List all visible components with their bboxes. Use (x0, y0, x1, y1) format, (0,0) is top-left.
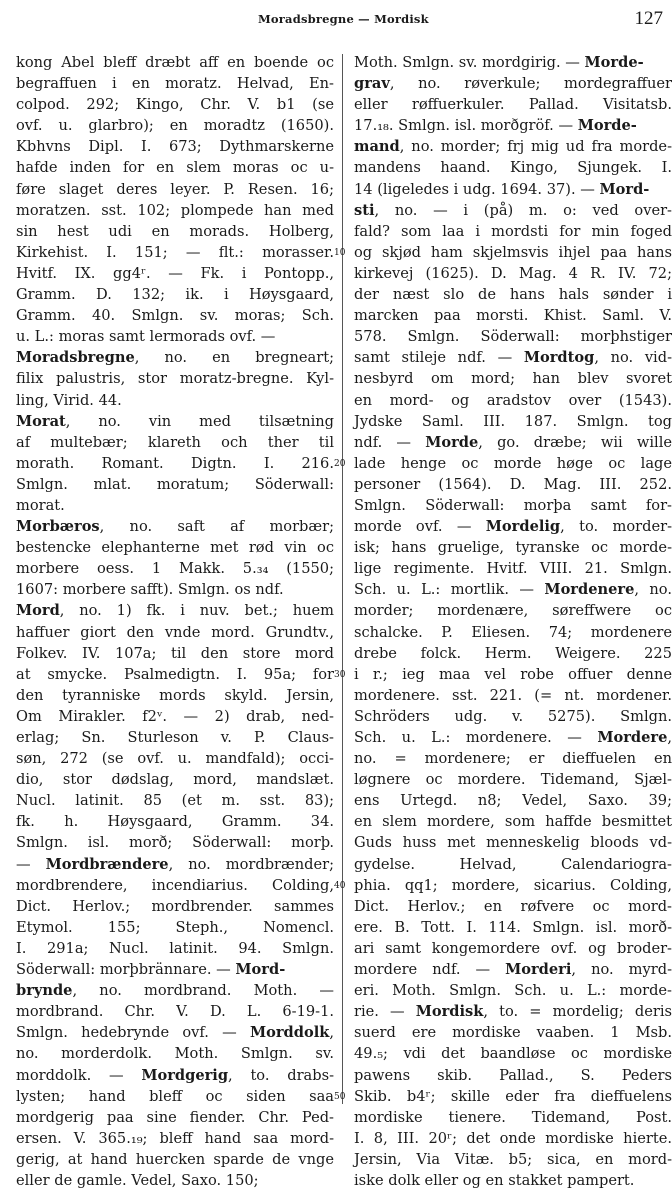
text-line: Morat, no. vin med tilsætning (16, 412, 334, 430)
text-line: at smycke. Psalmedigtn. I. 95a; for (16, 665, 334, 683)
text-line: Moth. Smlgn. sv. mordgirig. — Morde- (354, 54, 644, 71)
text-line: en slem mordere, som haffde besmittet (354, 813, 672, 831)
text-line: Guds huss met menneskelig bloods vd- (354, 834, 672, 852)
text-line: Dict. Herlov.; mordbrender. sammes (16, 897, 334, 915)
text-line: mordbrand. Chr. V. D. L. 6-19-1. (16, 1003, 334, 1021)
text-line: grav, no. røverkule; mordegraffuer (354, 75, 672, 93)
text-line: mandens haand. Kingo, Sjungek. I. (354, 159, 672, 177)
margin-line-number: 50 (334, 1091, 346, 1102)
text-line: Moradsbregne, no. en bregneart; (16, 349, 334, 367)
margin-line-number: 20 (334, 458, 346, 469)
text-line: gerig, at hand huercken sparde de vnge (16, 1150, 334, 1168)
text-line: Smlgn. hedebrynde ovf. — Morddolk, (16, 1024, 334, 1042)
text-line: mand, no. morder; frj mig ud fra morde- (354, 138, 672, 156)
right-column (354, 52, 672, 1191)
text-line: suerd ere mordiske vaaben. 1 Msb. (354, 1024, 672, 1042)
text-line: ersen. V. 365.₁₉; bleff hand saa mord- (16, 1129, 334, 1147)
text-line: en mord- og aradstov over (1543). (354, 391, 672, 409)
text-line: mordiske tienere. Tidemand, Post. (354, 1108, 672, 1126)
text-line: ens Urtegd. n8; Vedel, Saxo. 39; (354, 792, 672, 810)
text-line: sti, no. — i (på) m. o: ved over- (354, 201, 672, 219)
text-line: hafde inden for en slem moras oc u- (16, 159, 334, 177)
text-line: rie. — Mordisk, to. = mordelig; deris (354, 1003, 672, 1021)
text-line: af multebær; klareth och ther til (16, 433, 334, 451)
text-line: Söderwall: morþbrännare. — Mord- (16, 961, 286, 979)
page-header (0, 8, 671, 38)
text-line: 1607: morbere safft). Smlgn. os ndf. (16, 581, 284, 599)
text-line: bestencke elephanterne met rød vin oc (16, 539, 334, 557)
text-line: Gramm. 40. Smlgn. sv. moras; Sch. (16, 307, 334, 325)
text-line: colpod. 292; Kingo, Chr. V. b1 (se (16, 96, 334, 114)
text-line: i r.; ieg maa vel robe offuer denne (354, 665, 672, 683)
text-line: personer (1564). D. Mag. III. 252. (354, 475, 672, 493)
text-line: Hvitf. IX. gg4ʳ. — Fk. i Pontopp., (16, 264, 334, 282)
text-line: Smlgn. mlat. moratum; Söderwall: (16, 475, 334, 493)
text-line: eller de gamle. Vedel, Saxo. 150; (16, 1171, 259, 1189)
text-line: den tyranniske mords skyld. Jersin, (16, 686, 334, 704)
text-line: kong Abel bleff dræbt aff en boende oc (16, 54, 334, 71)
column-divider (342, 54, 343, 1104)
text-line: phia. qq1; mordere, sicarius. Colding, (354, 876, 672, 894)
text-line: Dict. Herlov.; en røfvere oc mord- (354, 897, 672, 915)
text-line: ovf. u. glarbro); en moradtz (1650). (16, 117, 334, 135)
text-line: Skib. b4ʳ; skille eder fra dieffuelens (354, 1087, 672, 1105)
text-line: mordbrendere, incendiarius. Colding, (16, 876, 334, 894)
text-line: ari samt kongemordere ovf. og broder- (354, 939, 672, 957)
text-line: Folkev. IV. 107a; til den store mord (16, 644, 334, 662)
text-line: ling, Virid. 44. (16, 391, 122, 409)
text-line: Smlgn. Söderwall: morþa samt for- (354, 496, 672, 514)
text-line: Jydske Saml. III. 187. Smlgn. tog (354, 412, 672, 430)
text-line: schalcke. P. Eliesen. 74; mordenere (354, 623, 672, 641)
text-line: mordere ndf. — Morderi, no. myrd- (354, 961, 672, 979)
text-line: — Mordbrændere, no. mordbrænder; (16, 855, 335, 873)
text-line: morder; mordenære, søreffwere oc (354, 602, 672, 620)
text-line: u. L.: moras samt lermorads ovf. — (16, 328, 276, 346)
text-line: kirkevej (1625). D. Mag. 4 R. IV. 72; (354, 264, 672, 282)
text-line: sin hest udi en morads. Holberg, (16, 222, 334, 240)
text-line: gydelse. Helvad, Calendariogra- (354, 855, 672, 873)
text-line: Kirkehist. I. 151; — flt.: morasser. (16, 243, 334, 261)
text-line: Nucl. latinit. 85 (et m. sst. 83); (16, 792, 334, 810)
text-line: mordgerig paa sine fiender. Chr. Ped- (16, 1108, 334, 1126)
page-number: 127 (634, 8, 663, 29)
text-line: Sch. u. L.: mordenere. — Mordere, (354, 729, 672, 746)
text-line: no. = mordenere; er dieffuelen en (354, 750, 672, 768)
text-line: Smlgn. isl. morð; Söderwall: morþ. (16, 834, 334, 852)
text-line: I. 8, III. 20ʳ; det onde mordiske hierte. (354, 1129, 672, 1147)
text-line: Schröders udg. v. 5275). Smlgn. (354, 707, 672, 725)
text-line: Sch. u. L.: mortlik. — Mordenere, no. (354, 581, 672, 599)
text-line: lade henge oc morde høge oc lage (354, 454, 672, 472)
text-line: no. morderdolk. Moth. Smlgn. sv. (16, 1045, 334, 1063)
text-line: Jersin, Via Vitæ. b5; sica, en mord- (354, 1150, 672, 1168)
text-line: Morbæros, no. saft af morbær; (16, 518, 334, 536)
text-line: føre slaget deres leyer. P. Resen. 16; (16, 180, 334, 198)
text-line: marcken paa morsti. Khist. Saml. V. (354, 307, 672, 325)
text-line: ndf. — Morde, go. dræbe; wii wille (354, 433, 672, 451)
text-line: eri. Moth. Smlgn. Sch. u. L.: morde- (354, 982, 672, 1000)
text-line: fald? som laa i mordsti for min foged (354, 222, 672, 240)
text-line: 14 (ligeledes i udg. 1694. 37). — Mord- (354, 180, 650, 198)
text-line: morddolk. — Mordgerig, to. drabs- (16, 1066, 335, 1084)
text-line: begraffuen i en moratz. Helvad, En- (16, 75, 334, 93)
text-line: fk. h. Høysgaard, Gramm. 34. (16, 813, 334, 831)
text-line: morath. Romant. Digtn. I. 216. (16, 454, 334, 472)
text-line: 49.₅; vdi det baandløse oc mordiske (354, 1045, 672, 1063)
left-column (16, 52, 334, 1191)
text-line: 17.₁₈. Smlgn. isl. morðgröf. — Morde- (354, 117, 637, 135)
text-line: Kbhvns Dipl. I. 673; Dythmarskerne (16, 138, 334, 156)
running-head: Moradsbregne — Mordisk (258, 12, 429, 26)
text-line: Etymol. 155; Steph., Nomencl. (16, 918, 334, 936)
text-line: morat. (16, 496, 65, 514)
text-line: Om Mirakler. f2ᵛ. — 2) drab, ned- (16, 707, 334, 725)
text-line: samt stileje ndf. — Mordtog, no. vid- (354, 349, 672, 367)
text-line: 578. Smlgn. Söderwall: morþhstiger (354, 328, 672, 346)
text-line: nesbyrd om mord; han blev svoret (354, 370, 672, 388)
text-line: ere. B. Tott. I. 114. Smlgn. isl. morð- (354, 918, 672, 936)
text-line: lysten; hand bleff oc siden saa (16, 1087, 334, 1105)
text-line: Mord, no. 1) fk. i nuv. bet.; huem (16, 602, 334, 620)
text-line: haffuer giort den vnde mord. Grundtv., (16, 623, 334, 641)
margin-line-number: 30 (334, 669, 346, 680)
text-line: pawens skib. Pallad., S. Peders (354, 1066, 672, 1084)
text-line: søn, 272 (se ovf. u. mandfald); occi- (16, 750, 334, 768)
text-line: moratzen. sst. 102; plompede han med (16, 201, 334, 219)
text-line: lige regimente. Hvitf. VIII. 21. Smlgn. (354, 560, 672, 578)
text-line: iske dolk eller og en stakket pampert. (354, 1171, 635, 1189)
margin-line-number: 40 (334, 880, 346, 891)
text-line: erlag; Sn. Sturleson v. P. Claus- (16, 729, 334, 746)
text-line: morde ovf. — Mordelig, to. morder- (354, 518, 672, 536)
text-line: eller røffuerkuler. Pallad. Visitatsb. (354, 96, 672, 114)
text-line: løgnere oc mordere. Tidemand, Sjæl- (354, 771, 672, 789)
margin-line-number: 10 (334, 247, 346, 258)
text-line: filix palustris, stor moratz-bregne. Kyl- (16, 370, 334, 388)
text-line: brynde, no. mordbrand. Moth. — (16, 982, 334, 1000)
text-line: isk; hans gruelige, tyranske oc morde- (354, 539, 672, 557)
text-line: og skjød ham skjelmsvis ihjel paa hans (354, 243, 672, 261)
text-line: mordenere. sst. 221. (= nt. mordener. (354, 686, 672, 704)
text-line: drebe folck. Herm. Weigere. 225 (354, 644, 672, 662)
text-line: Gramm. D. 132; ik. i Høysgaard, (16, 286, 334, 304)
text-line: morbere oess. 1 Makk. 5.₃₄ (1550; (16, 560, 334, 578)
text-line: dio, stor dødslag, mord, mandslæt. (16, 771, 334, 789)
text-line: I. 291a; Nucl. latinit. 94. Smlgn. (16, 939, 334, 957)
text-line: der næst slo de hans hals sønder i (354, 286, 672, 304)
